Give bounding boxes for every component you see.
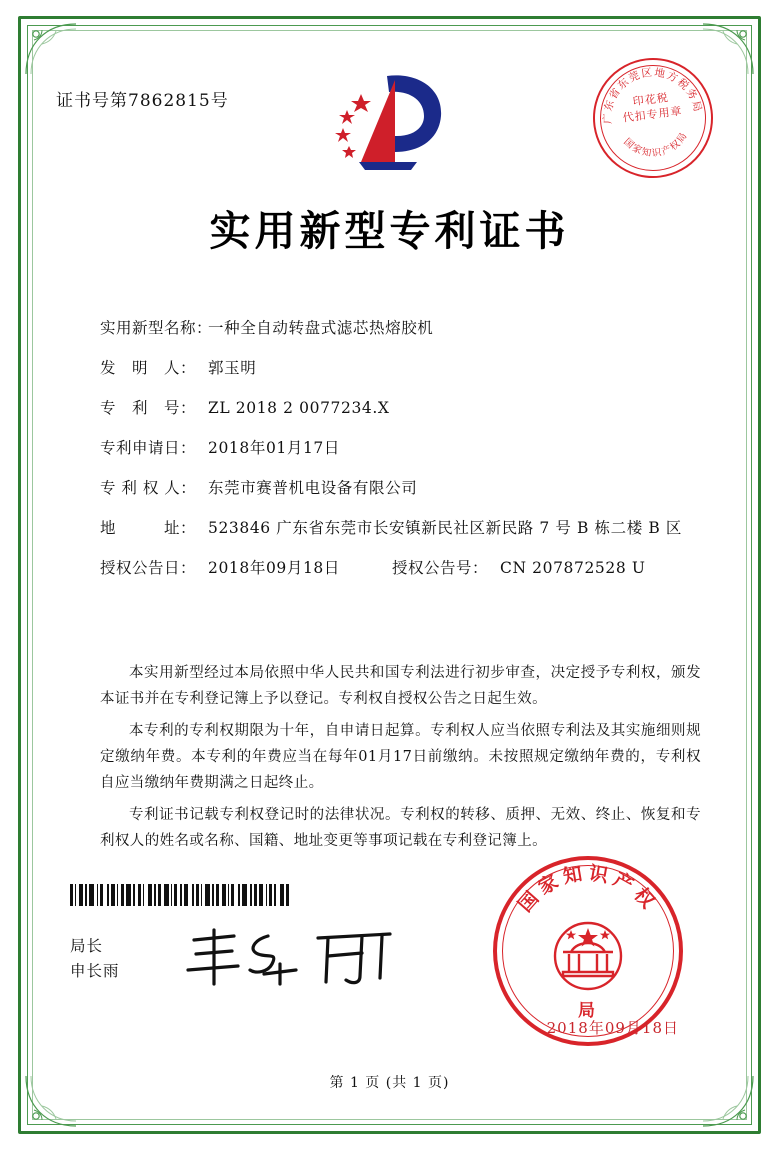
field-label: 发 明 人： — [100, 359, 197, 377]
field-row-utility-model-name — [100, 316, 711, 340]
page-footer: 第 1 页 (共 1 页) — [329, 1075, 450, 1091]
tax-stamp-icon — [586, 51, 720, 185]
field-label-grant-number: 授权公告号： — [392, 559, 489, 577]
body-paragraph: 本专利的专利权期限为十年，自申请日起算。专利权人应当依照专利法及其实施细则规定缴纳年费。本专利的年费应当在每年01月17日前缴纳。未按照规定缴纳年费的，专利权自应当缴纳年费期满之日起终止。 — [100, 723, 701, 791]
body-paragraph: 专利证书记载专利权登记时的法律状况。专利权的转移、质押、无效、终止、恢复和专利权人的姓名或名称、国籍、地址变更等事项记载在专利登记簿上。 — [100, 807, 701, 849]
seal-arc-bottom: 局 — [578, 1001, 598, 1021]
signature-block — [70, 934, 120, 984]
certificate-number: 证书号第7862815号 — [56, 91, 229, 111]
field-label-grant-date: 授权公告日： — [100, 559, 197, 577]
signature-title-label: 局长 — [70, 937, 104, 955]
page-title: 实用新型专利证书 — [209, 207, 570, 255]
field-label: 地 址： — [100, 519, 197, 537]
certificate-fields — [100, 316, 711, 596]
field-value-grant-number: CN 207872528 U — [500, 559, 646, 577]
field-label: 专利申请日： — [100, 439, 197, 457]
field-value: ZL 2018 2 0077234.X — [208, 399, 390, 417]
seal-date: 2018年09月18日 — [546, 1019, 679, 1037]
tax-stamp-arc-top: 广东省东莞区地方税务局 — [601, 66, 704, 124]
field-row-patent-number — [100, 396, 711, 420]
body-paragraph: 本实用新型经过本局依照中华人民共和国专利法进行初步审查，决定授予专利权，颁发本证书并在专利登记簿上予以登记。专利权自授权公告之日起生效。 — [100, 665, 701, 707]
signature-name: 申长雨 — [70, 962, 120, 980]
certificate-content — [56, 48, 723, 1104]
tax-stamp-arc-bottom: 国家知识产权局 — [621, 130, 691, 160]
handwritten-signature-icon — [176, 926, 406, 990]
field-row-patentee — [100, 476, 711, 500]
field-label: 专 利 号： — [100, 399, 197, 417]
field-label: 专 利 权 人： — [100, 479, 197, 497]
field-label: 实用新型名称： — [100, 319, 213, 337]
seal-arc-top: 国家知识产权 — [514, 862, 662, 917]
barcode — [70, 884, 338, 906]
field-value: 东莞市赛普机电设备有限公司 — [208, 479, 418, 497]
field-row-inventor — [100, 356, 711, 380]
field-value-grant-date: 2018年09月18日 — [208, 559, 340, 577]
field-value: 一种全自动转盘式滤芯热熔胶机 — [208, 319, 434, 337]
field-value: 郭玉明 — [208, 359, 257, 377]
svg-text:国家知识产权局 — [620, 129, 692, 163]
tax-stamp-line1: 印花税 — [632, 90, 670, 109]
sipo-logo-icon — [325, 66, 455, 181]
legal-body-text — [100, 660, 701, 860]
field-row-grant-announcement — [100, 556, 711, 580]
field-value: 523846 广东省东莞市长安镇新民社区新民路 7 号 B 栋二楼 B 区 — [208, 519, 683, 537]
tax-stamp-line2: 代扣专用章 — [622, 104, 684, 125]
field-row-address — [100, 516, 711, 540]
field-value: 2018年01月17日 — [208, 439, 340, 457]
field-row-application-date — [100, 436, 711, 460]
